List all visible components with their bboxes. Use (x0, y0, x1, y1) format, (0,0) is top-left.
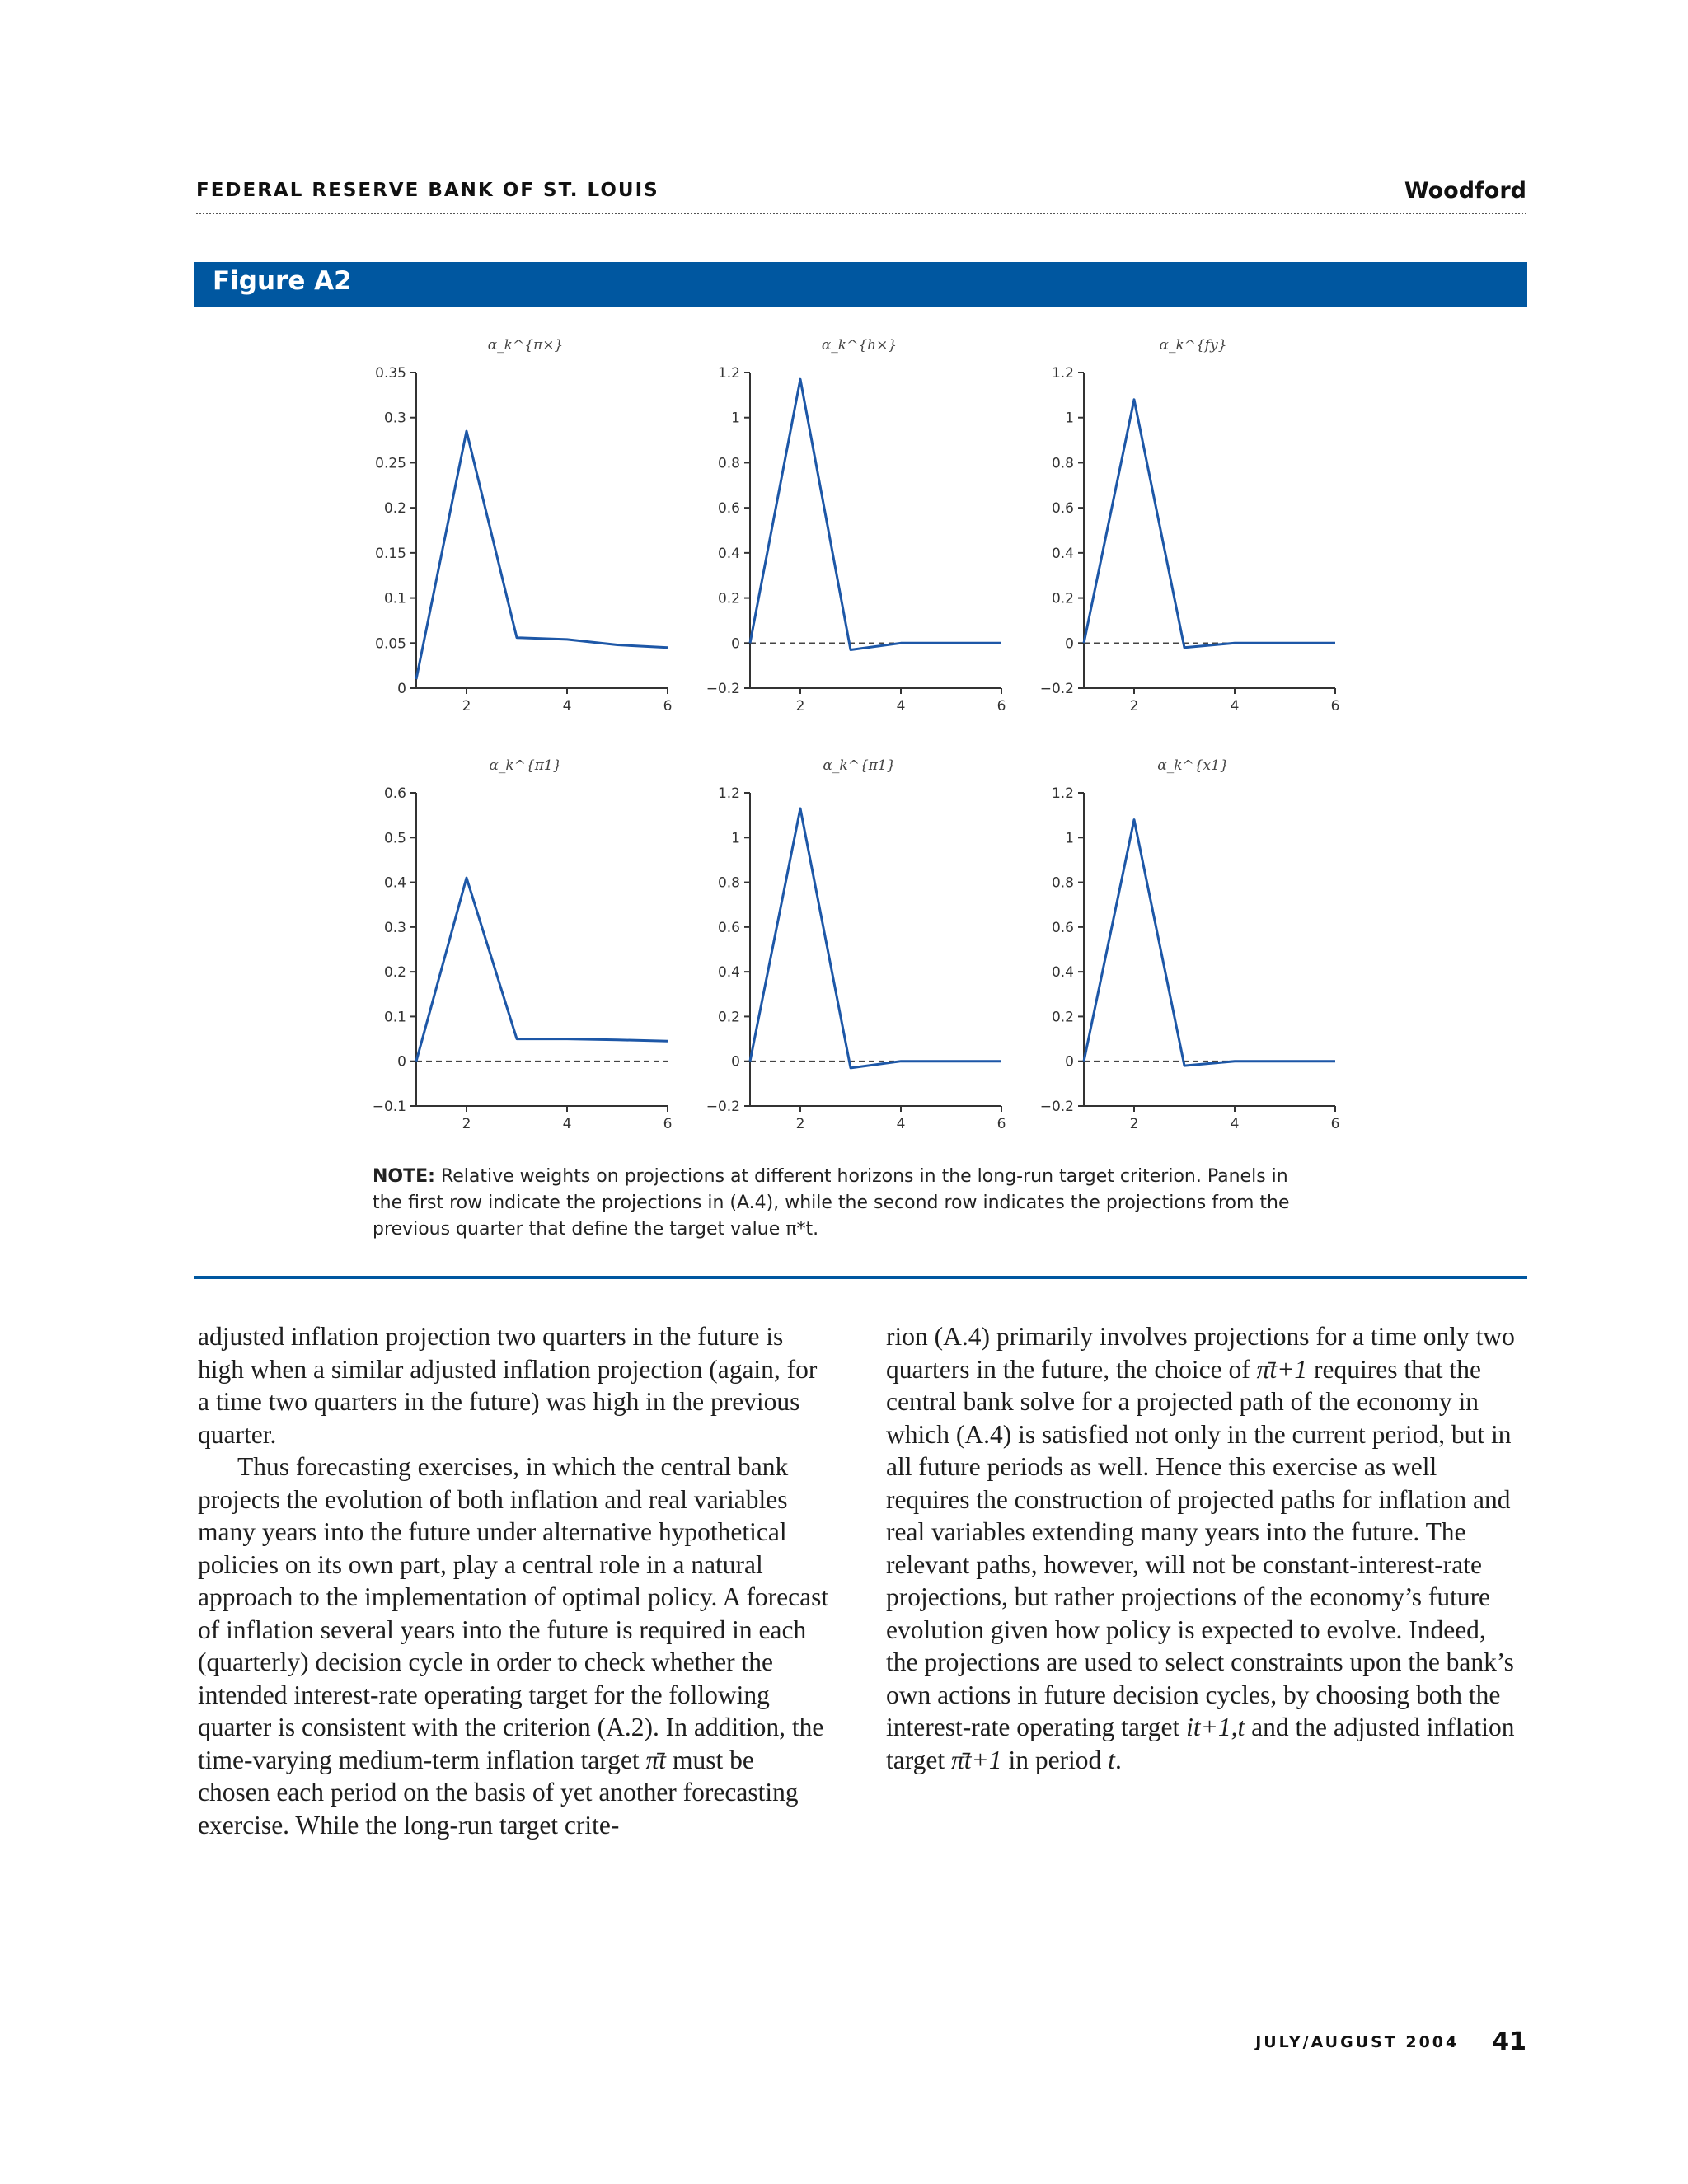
y-tick-label: 0.4 (717, 964, 740, 982)
y-tick-label: 0.4 (383, 874, 406, 892)
paragraph (198, 1451, 832, 1841)
math-var: π̄t+1 (1256, 1354, 1308, 1384)
x-tick-label: 2 (795, 1116, 805, 1132)
y-tick-label: 0.4 (717, 545, 740, 562)
y-tick-label: 0.35 (375, 365, 406, 382)
panel-title: α_k^{fy} (1159, 337, 1227, 354)
y-tick-label: −0.2 (706, 681, 740, 697)
panel-title: α_k^{π1} (823, 757, 896, 774)
series-line (416, 431, 668, 679)
text-run: in period (1001, 1745, 1109, 1774)
text-run: and the adjusted inflation target (886, 1713, 1515, 1774)
y-tick-label: 1.2 (717, 785, 740, 802)
y-tick-label: 0.25 (375, 455, 406, 472)
footer-issue: JULY/AUGUST 2004 (1255, 2032, 1460, 2051)
math-var: π̄t (645, 1745, 667, 1774)
note-label: NOTE: (373, 1166, 435, 1187)
x-tick-label: 4 (562, 698, 572, 715)
author-header: Woodford (1404, 178, 1526, 204)
y-tick-label: 0.8 (717, 874, 740, 892)
y-tick-label: 0.4 (1051, 964, 1074, 982)
y-tick-label: 0.6 (1051, 919, 1074, 936)
x-tick-label: 2 (462, 1116, 471, 1132)
y-tick-label: 0.2 (1051, 590, 1074, 607)
series-line (1084, 400, 1335, 648)
chart-panel-6 (1040, 757, 1340, 1132)
x-tick-label: 2 (1129, 1116, 1139, 1132)
y-tick-label: 0 (731, 635, 740, 653)
y-tick-label: 1 (731, 830, 740, 847)
y-tick-label: 0.6 (717, 919, 740, 936)
body-column-left (198, 1320, 832, 1841)
panel-title: α_k^{π×} (487, 337, 564, 354)
series-line (750, 379, 1001, 649)
text-run: Thus forecasting exercises, in which the central bank projects the evolution of both inflation and real variables many years into the future under alternative hypothetical policies on its own part, play a central role in a natural approach to the implementation of optimal policy. A forecast of inflation several years into the future is required in each (quarterly) decision cycle in order to check whether the intended interest-rate operating target for the following quarter is consistent with the criterion (A.2). In addition, the time-varying medium-term inflation target (198, 1452, 829, 1774)
panel-title: α_k^{h×} (821, 337, 898, 354)
text-run: requires that the central bank solve for a projected path of the economy in which (A.4) is satisfied not only in the current period, but in all future periods as well. Hence this exercise as well requires the construction of projected paths for inflation and real variables extending many years into the future. The relevant paths, however, will not be constant-interest-rate projections, but rather projections of the economy’s future evolution given how policy is expected to evolve. Indeed, the projections are used to select constraints upon the bank’s own actions in future decision cycles, by choosing both the interest-rate operating target (886, 1354, 1514, 1741)
y-tick-label: 0.2 (717, 590, 740, 607)
figure-bottom-rule (194, 1276, 1527, 1279)
x-tick-label: 2 (795, 698, 805, 715)
note-line-3: previous quarter that define the target value π*t. (373, 1219, 819, 1240)
page-number: 41 (1492, 2027, 1526, 2056)
x-tick-label: 6 (663, 1116, 673, 1132)
y-tick-label: 0.05 (375, 635, 406, 653)
y-tick-label: 0 (397, 1053, 406, 1071)
figure-note (373, 1164, 1362, 1243)
x-tick-label: 6 (996, 1116, 1006, 1132)
note-line-1: Relative weights on projections at different horizons in the long-run target criterion. Panels in (440, 1166, 1288, 1187)
y-tick-label: 0 (1065, 1053, 1074, 1071)
x-tick-label: 6 (996, 698, 1006, 715)
x-tick-label: 4 (896, 1116, 906, 1132)
y-tick-label: 0.2 (717, 1009, 740, 1026)
y-tick-label: 0.1 (383, 1009, 406, 1026)
note-line-2: the first row indicate the projections in (A.4), while the second row indicates the projections from the (373, 1193, 1290, 1213)
y-tick-label: 1 (1065, 410, 1074, 427)
panel-title: α_k^{x1} (1157, 757, 1229, 774)
y-tick-label: 0.1 (383, 590, 406, 607)
x-tick-label: 4 (562, 1116, 572, 1132)
y-tick-label: 1.2 (1051, 785, 1074, 802)
y-tick-label: 0.8 (1051, 874, 1074, 892)
chart-panel-2 (706, 337, 1006, 715)
y-tick-label: 1 (1065, 830, 1074, 847)
chart-panel-5 (706, 757, 1006, 1132)
text-run: must be chosen each period on the basis of yet another forecasting exercise. While the long-run target crite- (198, 1745, 799, 1840)
y-tick-label: 0.6 (717, 500, 740, 518)
y-tick-label: 0.2 (1051, 1009, 1074, 1026)
y-tick-label: 0 (731, 1053, 740, 1071)
figure-label: Figure A2 (213, 266, 352, 296)
paragraph (886, 1320, 1521, 1776)
x-tick-label: 6 (663, 698, 673, 715)
series-line (416, 878, 668, 1062)
y-tick-label: 1.2 (1051, 365, 1074, 382)
y-tick-label: 0.3 (383, 410, 406, 427)
chart-panel-4 (373, 757, 673, 1132)
text-run: . (1114, 1745, 1122, 1774)
x-tick-label: 4 (1230, 1116, 1240, 1132)
y-tick-label: 0.5 (383, 830, 406, 847)
y-tick-label: 0.2 (383, 964, 406, 982)
x-tick-label: 4 (896, 698, 906, 715)
x-tick-label: 2 (1129, 698, 1139, 715)
chart-panel-3 (1040, 337, 1340, 715)
y-tick-label: 0.6 (383, 785, 406, 802)
text-run: rion (A.4) primarily involves projections for a time only two quarters in the future, the choice of (886, 1322, 1515, 1384)
y-tick-label: −0.2 (1039, 1099, 1074, 1115)
body-column-right (886, 1320, 1521, 1776)
math-var: t (1108, 1745, 1115, 1774)
y-tick-label: 0.8 (1051, 455, 1074, 472)
page-footer (1255, 2027, 1526, 2056)
x-tick-label: 6 (1330, 1116, 1340, 1132)
series-line (750, 808, 1001, 1068)
journal-header: FEDERAL RESERVE BANK OF ST. LOUIS (196, 180, 659, 201)
y-tick-label: 0.15 (375, 545, 406, 562)
y-tick-label: 0.2 (383, 500, 406, 518)
paragraph: adjusted inflation projection two quarters in the future is high when a similar adjusted inflation projection (again, for a time two quarters in the future) was high in the previous quarter. (198, 1322, 818, 1449)
y-tick-label: 0 (1065, 635, 1074, 653)
chart-panel-1 (375, 337, 672, 715)
y-tick-label: 0.4 (1051, 545, 1074, 562)
y-tick-label: −0.2 (1039, 681, 1074, 697)
math-var: it+1,t (1186, 1713, 1245, 1741)
y-tick-label: −0.1 (372, 1099, 406, 1115)
x-tick-label: 6 (1330, 698, 1340, 715)
y-tick-label: 0.8 (717, 455, 740, 472)
y-tick-label: 0 (397, 681, 406, 697)
y-tick-label: 0.6 (1051, 500, 1074, 518)
panel-title: α_k^{π1} (489, 757, 562, 774)
y-tick-label: 0.3 (383, 919, 406, 936)
series-line (1084, 820, 1335, 1066)
y-tick-label: 1.2 (717, 365, 740, 382)
x-tick-label: 4 (1230, 698, 1240, 715)
y-tick-label: 1 (731, 410, 740, 427)
math-var: π̄t+1 (951, 1745, 1002, 1774)
y-tick-label: −0.2 (706, 1099, 740, 1115)
x-tick-label: 2 (462, 698, 471, 715)
